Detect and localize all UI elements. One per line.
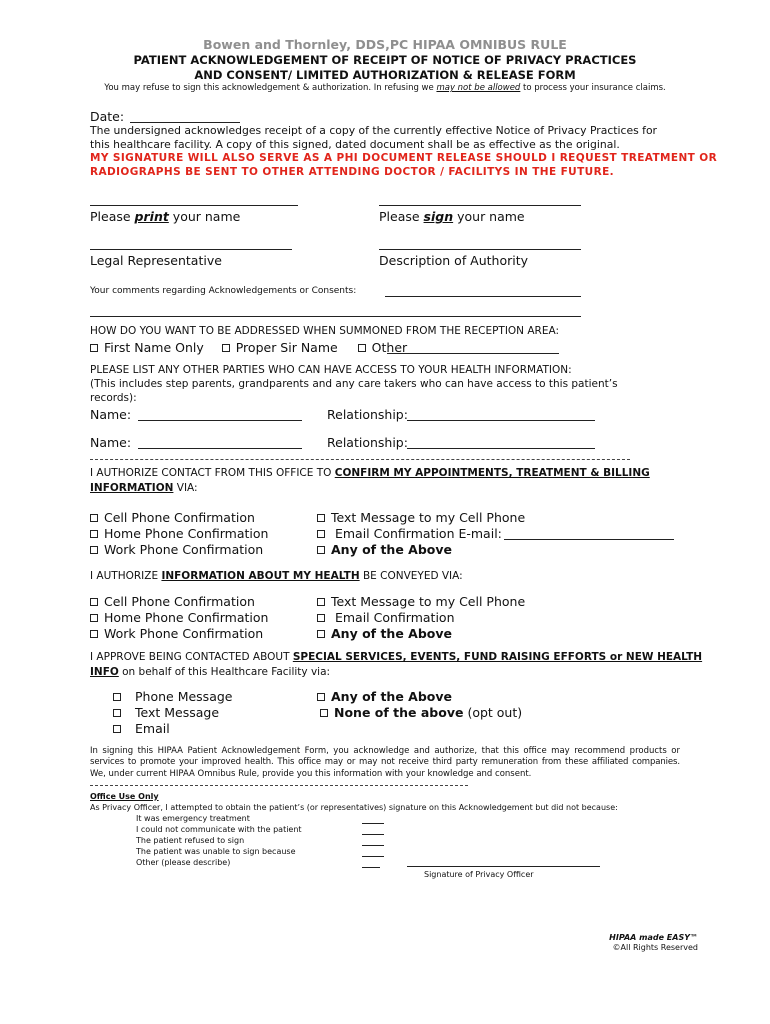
practice-subtitle: Bowen and Thornley, DDS,PC HIPAA OMNIBUS RULE — [203, 37, 567, 52]
special-phone-option[interactable]: Phone Message — [113, 689, 232, 704]
form-title-line2: AND CONSENT/ LIMITED AUTHORIZATION & RELEASE FORM — [194, 68, 576, 82]
health-email-option[interactable]: Email Confirmation — [317, 610, 455, 625]
contact-cell-checkbox[interactable] — [90, 514, 98, 522]
special-none-option[interactable]: None of the above (opt out) — [320, 705, 522, 720]
special-text-checkbox[interactable] — [113, 709, 121, 717]
contact-any-checkbox[interactable] — [317, 546, 325, 554]
authority-field[interactable] — [379, 249, 581, 250]
health-work-checkbox[interactable] — [90, 630, 98, 638]
disclaimer-paragraph: In signing this HIPAA Patient Acknowledgement Form, you acknowledge and authorize, that this office may recommend products or services to promote your improved health. This office may or may not receive third party remuneration from these affiliated companies. We, under current HIPAA Omnibus Rule, provide you this information with your knowledge and consent. — [90, 746, 680, 779]
date-field[interactable] — [130, 122, 240, 123]
first-name-checkbox[interactable] — [90, 344, 98, 352]
health-cell-option[interactable]: Cell Phone Confirmation — [90, 594, 255, 609]
health-text-option[interactable]: Text Message to my Cell Phone — [317, 594, 525, 609]
office-reason-1: It was emergency treatment — [136, 814, 250, 823]
form-title-line1: PATIENT ACKNOWLEDGEMENT OF RECEIPT OF NOTICE OF PRIVACY PRACTICES — [133, 53, 637, 67]
release-warning-line1: MY SIGNATURE WILL ALSO SERVE AS A PHI DOCUMENT RELEASE SHOULD I REQUEST TREATMENT OR — [90, 152, 718, 164]
footer-brand: HIPAA made EASY™ — [609, 933, 698, 942]
contact-home-checkbox[interactable] — [90, 530, 98, 538]
print-name-label: Please print your name — [90, 209, 241, 224]
party1-name-field[interactable] — [138, 420, 302, 421]
office-reason-3: The patient refused to sign — [136, 836, 245, 845]
health-any-option[interactable]: Any of the Above — [317, 626, 452, 641]
parties-heading: PLEASE LIST ANY OTHER PARTIES WHO CAN HAVE ACCESS TO YOUR HEALTH INFORMATION: — [90, 364, 572, 376]
health-text-checkbox[interactable] — [317, 598, 325, 606]
party2-relationship-label: Relationship: — [327, 435, 408, 450]
office-reason-5: Other (please describe) — [136, 858, 231, 867]
comments-field-line2[interactable] — [90, 316, 581, 317]
special-none-checkbox[interactable] — [320, 709, 328, 717]
office-reason-5-field[interactable] — [362, 867, 380, 868]
contact-text-option[interactable]: Text Message to my Cell Phone — [317, 510, 525, 525]
contact-email-option[interactable]: Email Confirmation E-mail: — [317, 526, 502, 541]
contact-work-checkbox[interactable] — [90, 546, 98, 554]
special-email-option[interactable]: Email — [113, 721, 170, 736]
health-cell-checkbox[interactable] — [90, 598, 98, 606]
contact-auth-heading: I AUTHORIZE CONTACT FROM THIS OFFICE TO CONFIRM MY APPOINTMENTS, TREATMENT & BILLING — [90, 467, 650, 479]
office-reason-2-field[interactable] — [362, 834, 384, 835]
health-work-option[interactable]: Work Phone Confirmation — [90, 626, 263, 641]
parties-note-line2: records): — [90, 392, 137, 404]
legal-rep-field[interactable] — [90, 249, 292, 250]
special-text-option[interactable]: Text Message — [113, 705, 219, 720]
address-question: HOW DO YOU WANT TO BE ADDRESSED WHEN SUMMONED FROM THE RECEPTION AREA: — [90, 325, 560, 337]
party2-name-label: Name: — [90, 435, 132, 450]
special-services-heading-line2: INFO on behalf of this Healthcare Facility via: — [90, 666, 331, 678]
party1-relationship-label: Relationship: — [327, 407, 408, 422]
party1-relationship-field[interactable] — [407, 420, 595, 421]
first-name-option[interactable]: First Name Only — [90, 340, 204, 355]
other-address-field[interactable] — [387, 353, 559, 354]
office-use-title: Office Use Only — [90, 792, 159, 801]
comments-field[interactable] — [385, 296, 581, 297]
sir-name-checkbox[interactable] — [222, 344, 230, 352]
special-phone-checkbox[interactable] — [113, 693, 121, 701]
special-email-checkbox[interactable] — [113, 725, 121, 733]
other-checkbox[interactable] — [358, 344, 366, 352]
party1-name-label: Name: — [90, 407, 132, 422]
health-email-checkbox[interactable] — [317, 614, 325, 622]
address-options — [90, 340, 407, 355]
health-home-checkbox[interactable] — [90, 614, 98, 622]
special-services-heading: I APPROVE BEING CONTACTED ABOUT SPECIAL SERVICES, EVENTS, FUND RAISING EFFORTS or NEW HEALTH — [90, 651, 703, 663]
health-home-option[interactable]: Home Phone Confirmation — [90, 610, 268, 625]
date-label: Date: — [90, 109, 125, 124]
ack-text-line1: The undersigned acknowledges receipt of a copy of the currently effective Notice of Privacy Practices for — [90, 124, 657, 137]
special-any-option[interactable]: Any of the Above — [317, 689, 452, 704]
contact-text-checkbox[interactable] — [317, 514, 325, 522]
office-reason-2: I could not communicate with the patient — [136, 825, 302, 834]
health-any-checkbox[interactable] — [317, 630, 325, 638]
sign-name-label: Please sign your name — [379, 209, 525, 224]
contact-email-field[interactable] — [504, 539, 674, 540]
privacy-officer-signature-label: Signature of Privacy Officer — [424, 870, 534, 879]
legal-rep-label: Legal Representative — [90, 253, 222, 268]
party2-relationship-field[interactable] — [407, 448, 595, 449]
release-warning-line2: RADIOGRAPHS BE SENT TO OTHER ATTENDING DOCTOR / FACILITYS IN THE FUTURE. — [90, 166, 615, 178]
office-reason-3-field[interactable] — [362, 845, 384, 846]
print-name-field[interactable] — [90, 205, 298, 206]
section-divider — [90, 459, 630, 460]
authority-label: Description of Authority — [379, 253, 529, 268]
office-reason-1-field[interactable] — [362, 823, 384, 824]
contact-home-option[interactable]: Home Phone Confirmation — [90, 526, 268, 541]
ack-text-line2: this healthcare facility. A copy of this signed, dated document shall be as effective as the original. — [90, 138, 620, 151]
footer-rights: ©All Rights Reserved — [612, 943, 698, 952]
health-info-heading: I AUTHORIZE INFORMATION ABOUT MY HEALTH BE CONVEYED VIA: — [90, 570, 463, 582]
office-reason-4: The patient was unable to sign because — [136, 847, 296, 856]
party2-name-field[interactable] — [138, 448, 302, 449]
refusal-note: You may refuse to sign this acknowledgement & authorization. In refusing we may not be allowed to process your insurance claims. — [104, 83, 666, 93]
comments-label: Your comments regarding Acknowledgements or Consents: — [90, 286, 357, 296]
contact-work-option[interactable]: Work Phone Confirmation — [90, 542, 263, 557]
office-intro: As Privacy Officer, I attempted to obtain the patient’s (or representatives) signature on this Acknowledgement but did not because: — [90, 803, 618, 812]
contact-any-option[interactable]: Any of the Above — [317, 542, 452, 557]
contact-email-checkbox[interactable] — [317, 530, 325, 538]
other-option[interactable]: Other — [358, 340, 408, 355]
contact-auth-heading-line2: INFORMATION VIA: — [90, 482, 198, 494]
special-any-checkbox[interactable] — [317, 693, 325, 701]
contact-cell-option[interactable]: Cell Phone Confirmation — [90, 510, 255, 525]
sir-name-option[interactable]: Proper Sir Name — [222, 340, 338, 355]
privacy-officer-signature-field[interactable] — [407, 866, 600, 867]
parties-note-line1: (This includes step parents, grandparents and any care takers who can have access to this patient’s — [90, 378, 618, 390]
office-reason-4-field[interactable] — [362, 856, 384, 857]
sign-name-field[interactable] — [379, 205, 581, 206]
office-divider — [90, 785, 468, 786]
